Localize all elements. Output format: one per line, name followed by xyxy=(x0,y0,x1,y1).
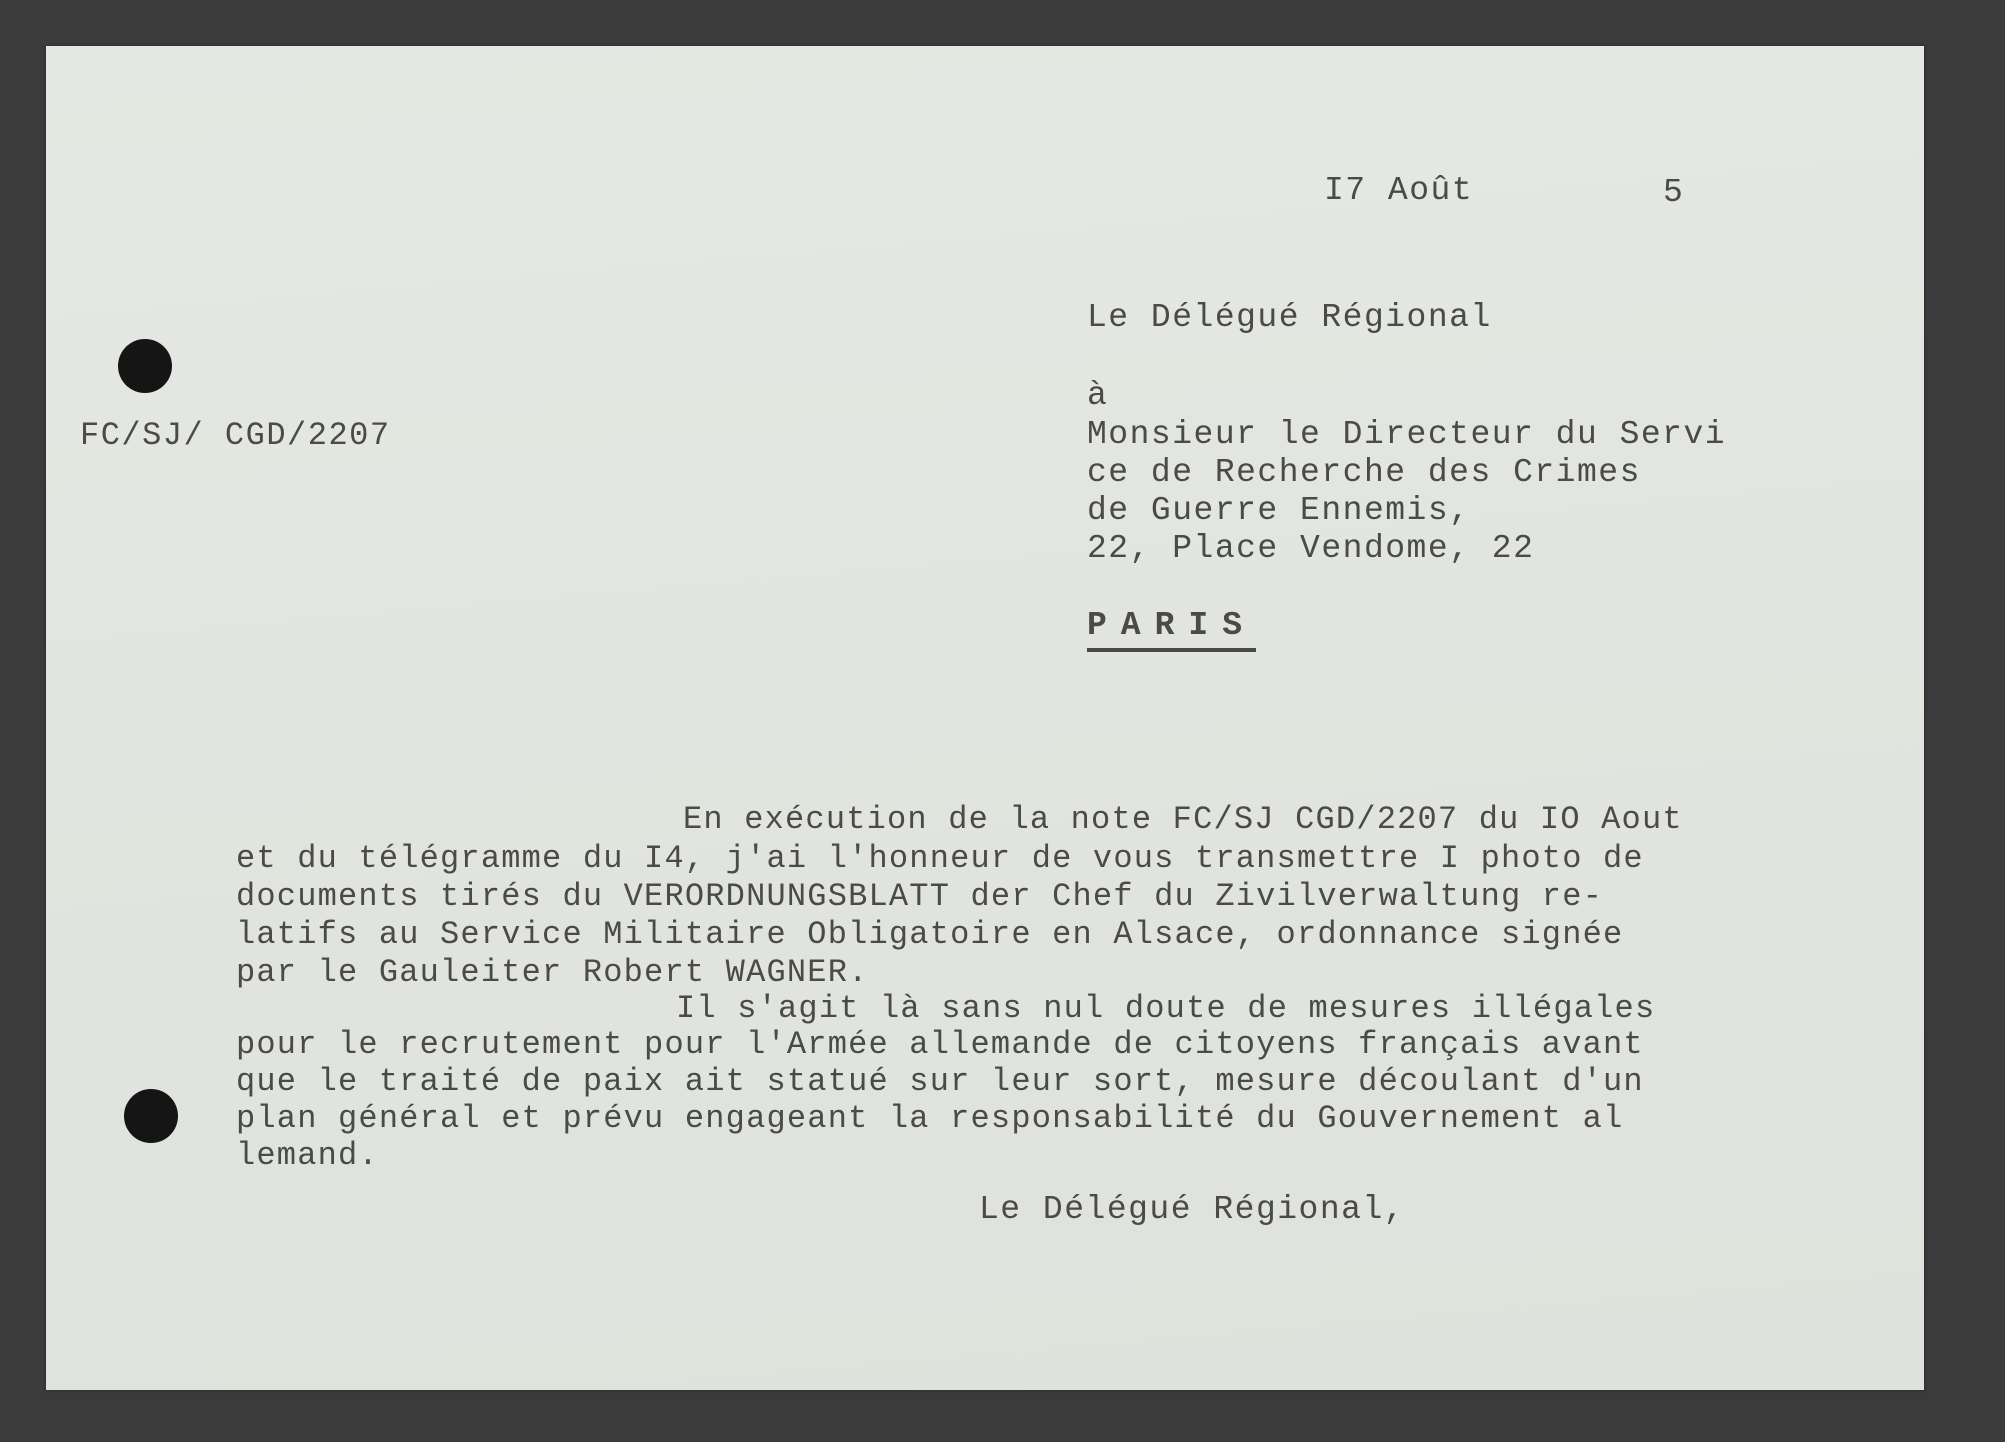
punch-hole-top xyxy=(118,339,172,393)
signature: Le Délégué Régional, xyxy=(979,1191,1406,1228)
punch-hole-bottom xyxy=(124,1089,178,1143)
body-line: documents tirés du VERORDNUNGSBLATT der Chef du Zivilverwaltung re- xyxy=(236,878,1604,915)
letter-date-suffix: 5 xyxy=(1663,174,1685,211)
sender-title: Le Délégué Régional xyxy=(1087,299,1492,336)
recipient-city: PARIS xyxy=(1087,609,1256,652)
letter-date: I7 Août xyxy=(1324,172,1474,209)
body-line: pour le recrutement pour l'Armée allemande de citoyens français avant xyxy=(236,1026,1644,1063)
body-line: lemand. xyxy=(236,1137,379,1174)
document-sheet xyxy=(46,46,1924,1390)
recipient-line: Monsieur le Directeur du Servi xyxy=(1087,416,1727,453)
body-line: par le Gauleiter Robert WAGNER. xyxy=(236,954,869,991)
body-line: que le traité de paix ait statué sur leur sort, mesure découlant d'un xyxy=(236,1063,1644,1100)
body-line: latifs au Service Militaire Obligatoire en Alsace, ordonnance signée xyxy=(236,916,1624,953)
body-line: Il s'agit là sans nul doute de mesures illégales xyxy=(676,990,1656,1027)
recipient-line: de Guerre Ennemis, xyxy=(1087,492,1471,529)
body-line: En exécution de la note FC/SJ CGD/2207 du IO Aout xyxy=(683,801,1683,838)
reference-code: FC/SJ/ CGD/2207 xyxy=(80,417,391,454)
body-line: plan général et prévu engageant la responsabilité du Gouvernement al xyxy=(236,1100,1624,1137)
body-line: et du télégramme du I4, j'ai l'honneur de vous transmettre I photo de xyxy=(236,840,1644,877)
recipient-line: 22, Place Vendome, 22 xyxy=(1087,530,1535,567)
recipient-to: à xyxy=(1087,377,1109,414)
recipient-line: ce de Recherche des Crimes xyxy=(1087,454,1641,491)
